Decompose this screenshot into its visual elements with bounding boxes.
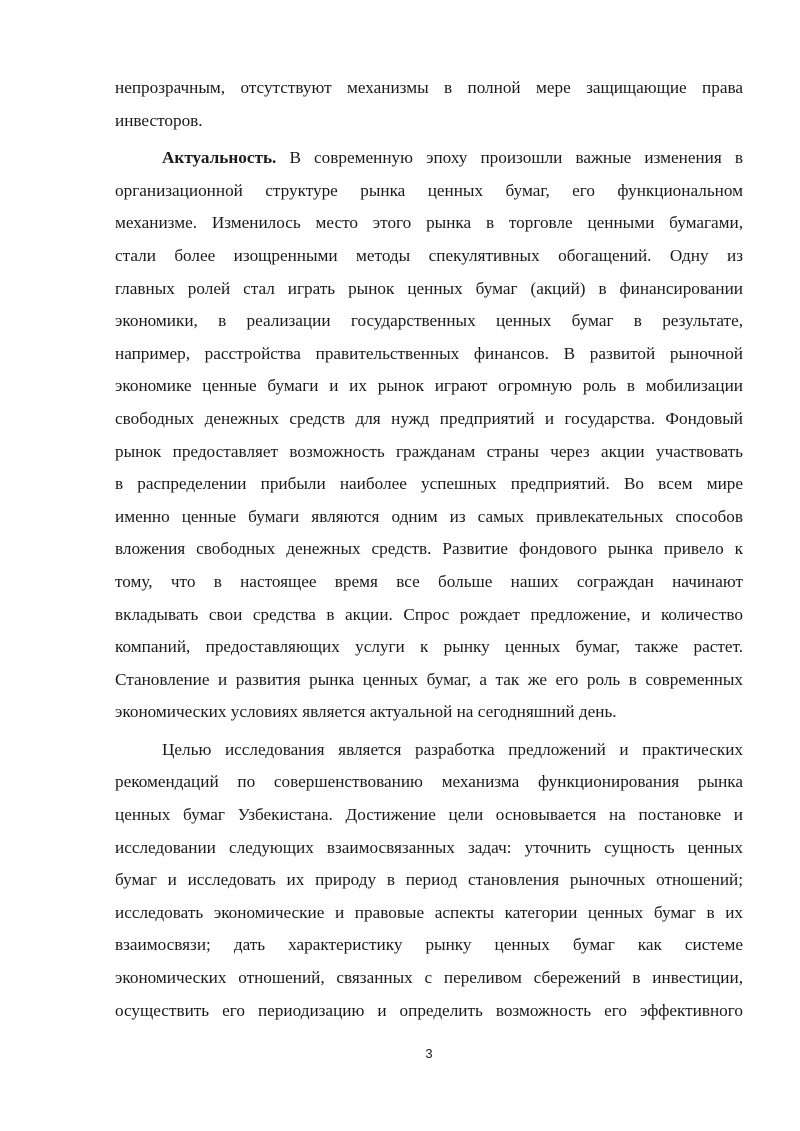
text-line: рекомендаций по совершенствованию механизма функционирования рынка [115,772,743,792]
text-line: экономических отношений, связанных с переливом сбережений в инвестиции, [115,968,743,988]
text-line: стали более изощренными методы спекулятивных обогащений. Одну из [115,245,743,265]
text-line: экономики, в реализации государственных ценных бумаг в результате, [115,311,743,331]
text-line: исследовании следующих взаимосвязанных задач: уточнить сущность ценных [115,837,743,857]
paragraph-continuation [115,72,743,137]
text-line: Целью исследования является разработка предложений и практических [162,739,743,759]
page-number: 3 [425,1046,433,1061]
text-line: организационной структуре рынка ценных бумаг, его функциональном [115,180,743,200]
text-line: именно ценные бумаги являются одним из самых привлекательных способов [115,506,743,526]
text-line: например, расстройства правительственных финансов. В развитой рыночной [115,343,743,363]
relevance-heading: Актуальность. [162,148,277,168]
text-line: экономических условиях является актуальной на сегодняшний день. [115,702,617,722]
text-line: Становление и развития рынка ценных бумаг, а так же его роль в современных [115,669,743,689]
text-fragment: В современную эпоху произошли важные изменения в [276,148,743,168]
text-line: рынок предоставляет возможность гражданам страны через акции участвовать [115,441,743,461]
text-line: тому, что в настоящее время все больше наших сограждан начинают [115,571,743,591]
text-line: ценных бумаг Узбекистана. Достижение цели основывается на постановке и [115,805,743,825]
paragraph-relevance [115,142,743,729]
text-line: компаний, предоставляющих услуги к рынку ценных бумаг, также растет. [115,637,743,657]
text-line: главных ролей стал играть рынок ценных бумаг (акций) в финансировании [115,278,743,298]
text-line: вкладывать свои средства в акции. Спрос рождает предложение, и количество [115,604,743,624]
text-line: механизме. Изменилось место этого рынка в торговле ценными бумагами, [115,213,743,233]
text-line: исследовать экономические и правовые аспекты категории ценных бумаг в их [115,902,743,922]
text-line: осуществить его периодизацию и определить возможность его эффективного [115,1000,743,1020]
text-line: бумаг и исследовать их природу в период становления рыночных отношений; [115,870,743,890]
text-line: непрозрачным, отсутствуют механизмы в полной мере защищающие права [115,78,743,97]
text-line [115,142,743,175]
text-line: вложения свободных денежных средств. Развитие фондового рынка привело к [115,539,743,559]
text-line: экономике ценные бумаги и их рынок играют огромную роль в мобилизации [115,376,743,396]
text-line: взаимосвязи; дать характеристику рынку ценных бумаг как системе [115,935,743,955]
paragraph-research-goal [115,734,743,1027]
text-line: в распределении прибыли наиболее успешных предприятий. Во всем мире [115,474,743,494]
document-page [115,72,743,1027]
text-line: свободных денежных средств для нужд предприятий и государства. Фондовый [115,408,743,428]
text-line: инвесторов. [115,110,203,130]
